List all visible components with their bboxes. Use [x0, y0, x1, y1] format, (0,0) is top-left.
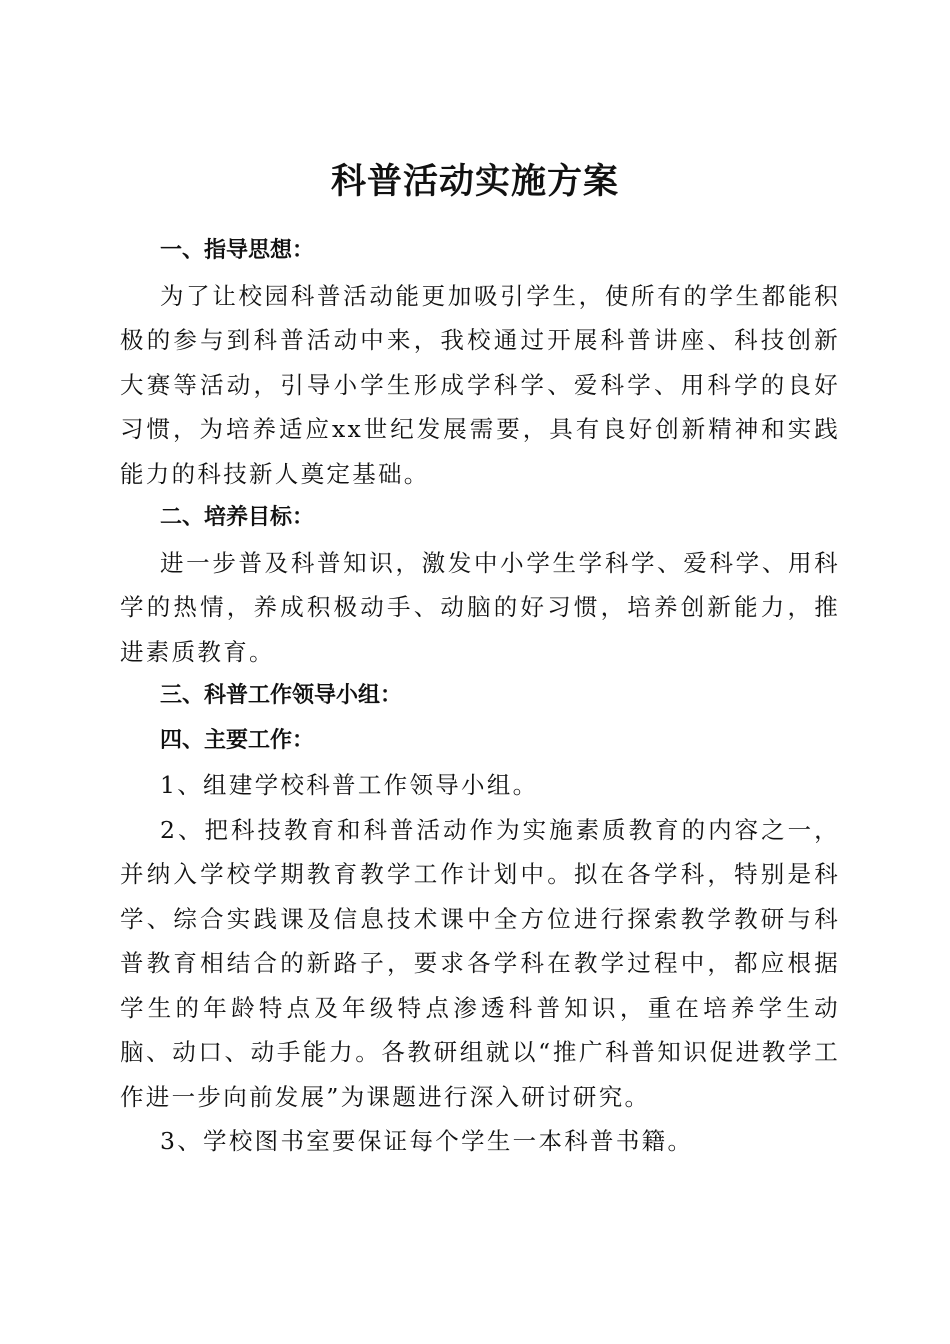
paragraph-work-item-2: 2、把科技教育和科普活动作为实施素质教育的内容之一，并纳入学校学期教育教学工作计划中。拟在各学科，特别是科学、综合实践课及信息技术课中全方位进行探索教学教研与科普教育相结合的新路子，要求各学科在教学过程中，都应根据学生的年龄特点及年级特点渗透科普知识，重在培养学生动脑、动口、动手能力。各教研组就以“推广科普知识促进教学工作进一步向前发展”为课题进行深入研讨研究。: [120, 815, 840, 1111]
section-heading-leadership-group: 三、科普工作领导小组：: [160, 683, 403, 708]
document-body: [120, 229, 840, 1164]
section-heading-guiding-ideology: 一、指导思想：: [160, 238, 315, 263]
paragraph-work-item-3: 3、学校图书室要保证每个学生一本科普书籍。: [160, 1127, 694, 1155]
paragraph-guiding-ideology: 为了让校园科普活动能更加吸引学生，使所有的学生都能积极的参与到科普活动中来，我校通过开展科普讲座、科技创新大赛等活动，引导小学生形成学科学、爱科学、用科学的良好习惯，为培养适应xx世纪发展需要，具有良好创新精神和实践能力的科技新人奠定基础。: [120, 281, 840, 488]
document-title: 科普活动实施方案: [330, 161, 619, 203]
section-heading-training-goals: 二、培养目标：: [160, 505, 315, 530]
paragraph-work-item-1: 1、组建学校科普工作领导小组。: [160, 771, 539, 799]
section-heading-main-work: 四、主要工作：: [160, 727, 315, 753]
paragraph-training-goals: 进一步普及科普知识，激发中小学生学科学、爱科学、用科学的热情，养成积极动手、动脑的好习惯，培养创新能力，推进素质教育。: [120, 548, 840, 666]
